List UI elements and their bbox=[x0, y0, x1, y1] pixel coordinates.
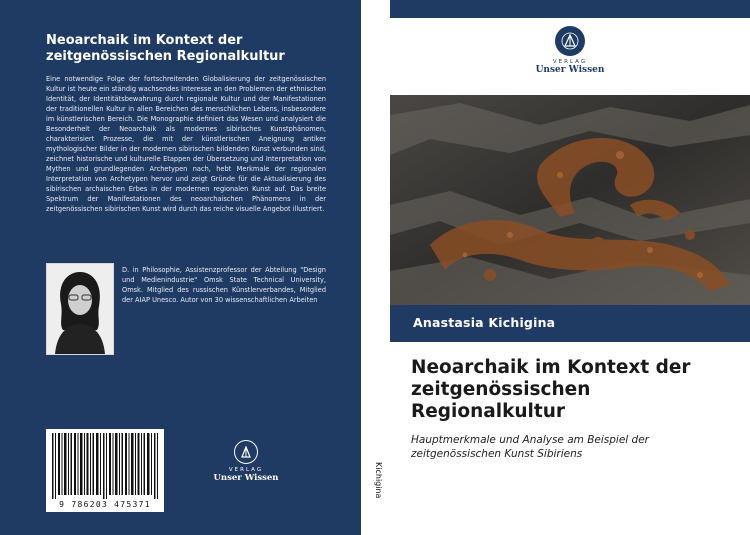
front-top-bar bbox=[390, 0, 750, 18]
front-cover-subtitle: Hauptmerkmale und Analyse am Beispiel der zeitgenössischen Kunst Sibiriens bbox=[411, 434, 650, 460]
petroglyph-rock-image bbox=[390, 95, 750, 305]
barcode bbox=[46, 429, 164, 512]
author-portrait bbox=[46, 263, 114, 355]
author-bio: D. in Philosophie, Assistenzprofessor der Abteilung "Design und Medienindustrie" Omsk State Technical University, Omsk. Mitglied des russischen Künstlerverbandes, Mitglied der AIAP Unesco. Autor von 30 wissenschaftlichen Arbeiten bbox=[122, 266, 326, 304]
publisher-logo-icon bbox=[234, 440, 258, 464]
front-author-bar bbox=[390, 305, 750, 342]
front-cover-title: Neoarchaik im Kontext der zeitgenössischen Regionalkultur bbox=[411, 357, 691, 422]
barcode-digits: 9 786203 475371 bbox=[59, 500, 151, 509]
spine-author: Kichigina bbox=[374, 462, 383, 499]
back-cover-blurb: Eine notwendige Folge der fortschreitenden Globalisierung der zeitgenössischen Kultur ist heute ein ständig wachsendes Interesse an den Problemen der ethnischen Identität, der Identitätsbewahrung durch regionale Kultur und der Manifestationen der traditionellen Kultur in allen Bereichen des menschlichen Lebens, insbesondere im künstlerischen Bereich. Die Monographie definiert das Wesen und analysiert die Besonderheit der Neoarchaik als modernes sibirisches Kunstphänomen, charakterisiert Prozesse, die mit der künstlerischen Aneignung antiker mythologischer Bilder in der modernen sibirischen bildenden Kunst verbunden sind, zeichnet historische und kulturelle Etappen der Übersetzung und Interpretation von Mythen und grundlegenden Archetypen nach, hebt Merkmale der regionalen Interpretation von Archetypen hervor und zeigt Gründe für die Aktualisierung des sibirischen archaischen Erbes in der modernen regionalen Kunst auf. Das breite Spektrum der Manifestationen des neoarchaischen Phänomens in der zeitgenössischen sibirischen Kunst wird durch das reiche visuelle Angebot illustriert. bbox=[46, 75, 326, 213]
front-publisher-verlag: VERLAG bbox=[552, 59, 588, 65]
back-cover-title: Neoarchaik im Kontext der zeitgenössischen Regionalkultur bbox=[46, 33, 285, 64]
barcode-icon bbox=[46, 433, 164, 503]
back-publisher-logo bbox=[206, 440, 286, 483]
back-publisher-verlag: VERLAG bbox=[228, 467, 264, 473]
front-publisher-logo bbox=[510, 26, 630, 75]
spine bbox=[361, 0, 390, 535]
publisher-logo-icon bbox=[555, 26, 585, 56]
front-author-name: Anastasia Kichigina bbox=[413, 315, 556, 330]
back-publisher-name: Unser Wissen bbox=[213, 473, 279, 483]
front-publisher-name: Unser Wissen bbox=[535, 65, 605, 75]
